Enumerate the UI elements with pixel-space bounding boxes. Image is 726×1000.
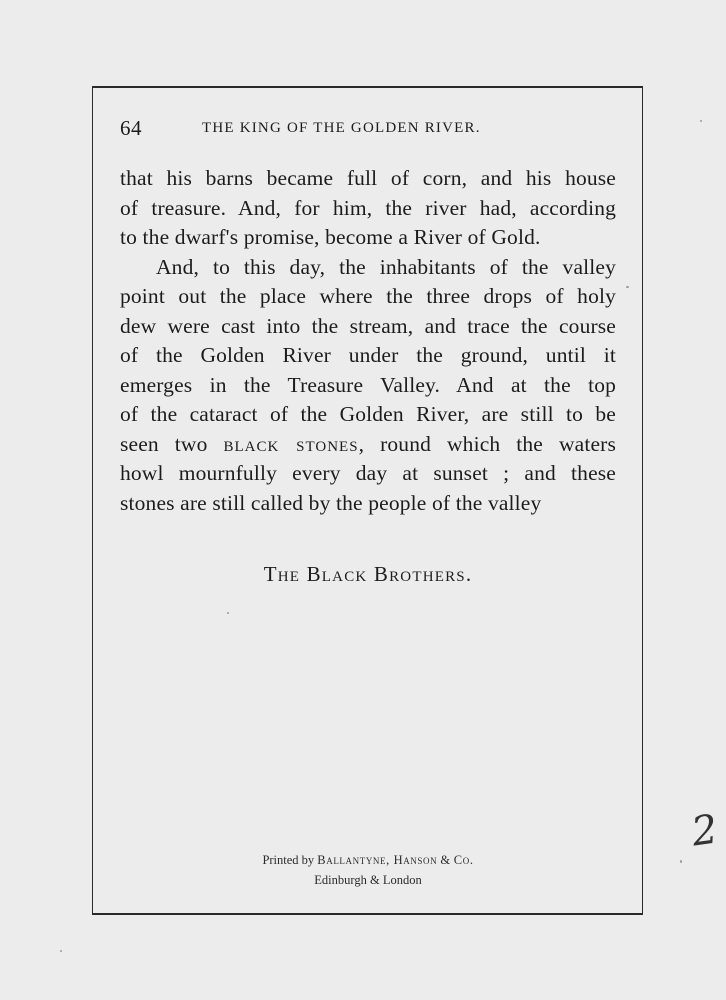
imprint-suffix: Co. (450, 853, 474, 867)
text-line: of the Golden River under the ground, until it (120, 343, 616, 367)
closing-title: The Black Brothers. (263, 562, 473, 586)
paper-speck (700, 120, 702, 122)
paper-speck (60, 950, 62, 952)
handwritten-margin-mark: 2 (688, 806, 721, 856)
imprint-amp: & (437, 853, 451, 867)
text-line: dew were cast into the stream, and trace the course (120, 313, 616, 338)
imprint-printers-line (120, 850, 616, 870)
running-head (120, 116, 540, 144)
text-line: of treasure. And, for him, the river had, according (120, 195, 616, 220)
text-fragment: , round which the waters (358, 431, 616, 456)
printer-imprint (120, 850, 616, 890)
imprint-prefix: Printed by (262, 853, 318, 867)
paper-speck (227, 612, 229, 614)
page-number: 64 (120, 116, 142, 140)
imprint-printers: Ballantyne, Hanson (317, 853, 438, 867)
text-line: emerges in the Treasure Valley. And at the top (120, 372, 616, 397)
text-line: that his barns became full of corn, and his house (120, 166, 616, 190)
imprint-location: Edinburgh & London (314, 873, 422, 887)
paper-speck (626, 286, 629, 288)
text-line: howl mournfully every day at sunset ; and these (120, 461, 616, 485)
running-title: THE KING OF THE GOLDEN RIVER. (202, 120, 481, 136)
body-text (120, 164, 616, 518)
paper-speck (680, 860, 682, 863)
black-stones-smallcaps: black stones (223, 431, 359, 456)
text-line-black-stones (120, 430, 616, 460)
text-fragment: seen two (120, 431, 224, 456)
text-line: of the cataract of the Golden River, are still to be (120, 402, 616, 426)
text-line: And, to this day, the inhabitants of the valley (156, 254, 616, 279)
text-line: to the dwarf's promise, become a River of Gold. (120, 225, 541, 249)
text-line-final: stones are still called by the people of the valley (120, 490, 542, 515)
text-line: point out the place where the three drops of holy (120, 284, 616, 308)
